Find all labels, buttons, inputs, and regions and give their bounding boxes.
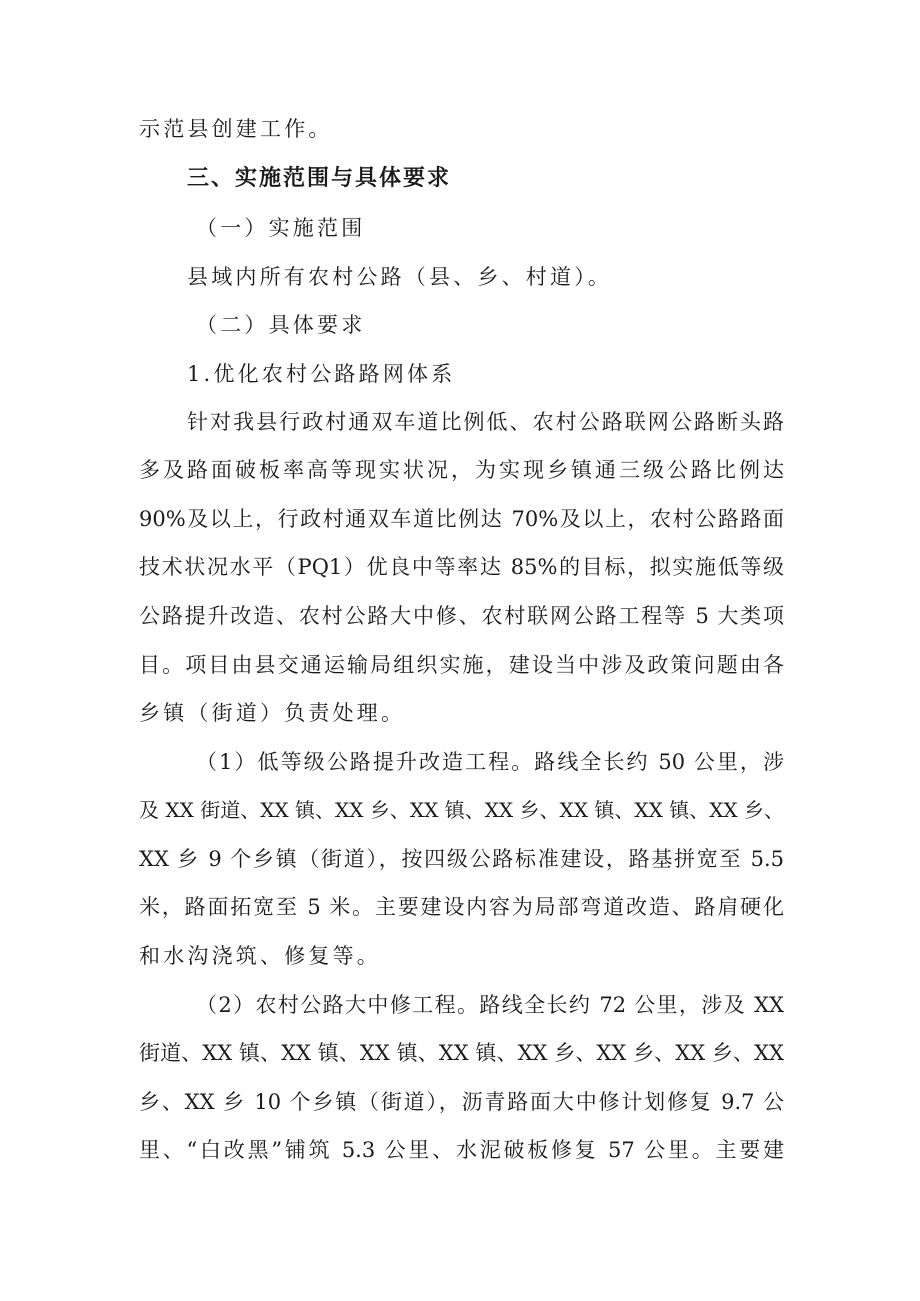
paragraph-line: 多及路面破板率高等现实状况，为实现乡镇通三级公路比例达 <box>139 458 784 482</box>
paragraph-line: 公路提升改造、农村公路大中修、农村联网公路工程等 5 大类项 <box>139 604 784 628</box>
paragraph-line: 乡、XX 乡 10 个乡镇（街道），沥青路面大中修计划修复 9.7 公 <box>139 1090 784 1114</box>
paragraph-line: 乡镇（街道）负责处理。 <box>139 701 406 725</box>
section-heading: 三、实施范围与具体要求 <box>187 166 452 191</box>
item-heading: 1.优化农村公路路网体系 <box>187 362 456 386</box>
paragraph-line: 90%及以上，行政村通双车道比例达 70%及以上，农村公路路面 <box>139 507 784 531</box>
paragraph-line: 里、“白改黑”铺筑 5.3 公里、水泥破板修复 57 公里。主要建 <box>139 1138 784 1162</box>
continuation-text: 示范县创建工作。 <box>139 117 333 141</box>
paragraph-line: XX 乡 9 个乡镇（街道），按四级公路标准建设，路基拼宽至 5.5 <box>139 847 784 871</box>
paragraph-line: 针对我县行政村通双车道比例低、农村公路联网公路断头路 <box>187 410 784 434</box>
paragraph-line: 街道、XX 镇、XX 镇、XX 镇、XX 镇、XX 乡、XX 乡、XX 乡、XX <box>139 1041 784 1065</box>
paragraph-line: 技术状况水平（PQ1）优良中等率达 85%的目标，拟实施低等级 <box>139 555 784 579</box>
paragraph-line: （2）农村公路大中修工程。路线全长约 72 公里，涉及 XX <box>196 993 784 1017</box>
scope-text: 县域内所有农村公路（县、乡、村道）。 <box>187 265 613 289</box>
paragraph-line: 和水沟浇筑、修复等。 <box>139 944 381 968</box>
paragraph-line: 目。项目由县交通运输局组织实施，建设当中涉及政策问题由各 <box>139 653 784 677</box>
paragraph-line: 及 XX 街道、XX 镇、XX 乡、XX 镇、XX 乡、XX 镇、XX 镇、XX 乡、 <box>139 798 785 822</box>
paragraph-line: 米，路面拓宽至 5 米。主要建设内容为局部弯道改造、路肩硬化 <box>139 895 784 919</box>
paragraph-line: （1）低等级公路提升改造工程。路线全长约 50 公里，涉 <box>196 750 784 774</box>
subsection-heading-scope: （一）实施范围 <box>196 216 366 240</box>
subsection-heading-requirements: （二）具体要求 <box>196 313 366 337</box>
